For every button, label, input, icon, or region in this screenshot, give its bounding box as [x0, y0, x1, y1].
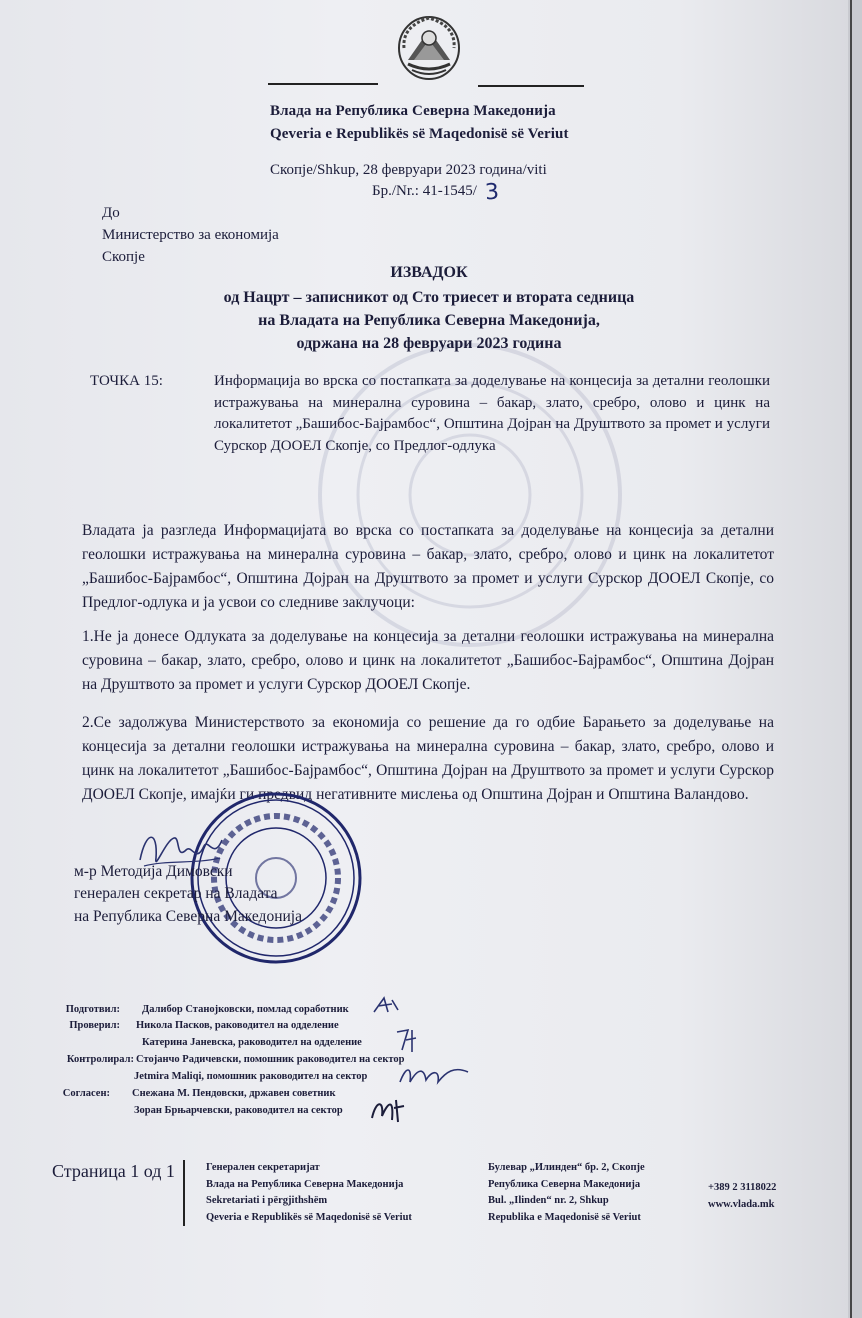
coat-of-arms-icon: [394, 12, 464, 82]
conclusion-2: 2.Се задолжува Министерството за економија со решение да го одбие Барањето за доделување на концесија за детални геолошки истражувања на минерална суровина – бакар, злато, сребро, олово и цинк на локалитетот „Башибос-Бајрамбос“, Општина Дојран на Друштвото за промет и услуги Сурскор ДООЕЛ Скопје, имајќи ги предвид негативните мислења од Општина Дојран и Општина Валандово.: [82, 714, 774, 803]
recipient-name: Министерство за економија: [102, 227, 279, 243]
header-rule-left: [268, 83, 378, 85]
controlled-label: Контролирал:: [66, 1054, 134, 1065]
footer-line: Генерален секретаријат: [206, 1162, 320, 1173]
document-subtitle-1: од Нацрт – записникот од Сто триесет и втората седница: [223, 289, 635, 306]
government-name-mk: Влада на Република Северна Македонија: [270, 103, 556, 119]
checked-by-2: Катерина Јаневска, раководител на одделение: [142, 1037, 362, 1048]
footer-website: www.vlada.mk: [708, 1198, 775, 1210]
initial-mark-1-icon: [372, 994, 402, 1016]
agreed-by-1: Снежана М. Пендовски, државен советник: [132, 1088, 336, 1099]
footer-line: Sekretariati i përgjithshëm: [206, 1195, 328, 1206]
footer-secretariat: [206, 1160, 412, 1226]
initial-mark-4-icon: [368, 1094, 408, 1124]
initial-mark-3-icon: [398, 1062, 470, 1088]
footer-line: Влада на Република Северна Македонија: [206, 1178, 404, 1190]
government-name-sq: Qeveria e Republikës së Maqedonisë së Veriut: [270, 126, 569, 142]
footer-line: Qeveria e Republikës së Maqedonisë së Veriut: [206, 1211, 412, 1223]
document-title: ИЗВАДОК: [390, 264, 468, 281]
document-subtitle-2: на Владата на Република Северна Македонија,: [258, 312, 600, 329]
agreed-by-2: Зоран Брњарчевски, раководител на сектор: [134, 1105, 343, 1116]
footer-line: Bul. „Ilinden“ nr. 2, Shkup: [488, 1195, 609, 1206]
checked-label: Проверил:: [69, 1020, 120, 1031]
footer-line: Булевар „Илинден“ бр. 2, Скопје: [488, 1162, 645, 1173]
body-intro: Владата ја разгледа Информацијата во врска со постапката за доделување на концесија за детални геолошки истражувања на минерална суровина – бакар, злато, сребро, олово и цинк на локалитетот „Башибос-Бајрамбос“, Општина Дојран на Друштвото за промет и услуги Сурскор ДООЕЛ Скопје, со Предлог-одлука и ја усвои со следниве заклучоци:: [82, 522, 774, 611]
controlled-by-1: Стојанчо Радичевски, помошник раководител на сектор: [136, 1054, 405, 1065]
prepared-by: Далибор Станојковски, помлад соработник: [142, 1004, 349, 1015]
footer-contact: [708, 1180, 776, 1213]
agenda-item-text: Информација во врска со постапката за доделување на концесија за детални геолошки истражувања на минерална суровина – бакар, злато, сребро, олово и цинк на локалитетот „Башибос-Бајрамбос“, Општина Дојран на Друштвото за промет и услуги Сурскор ДООЕЛ Скопје, со Предлог-одлука: [214, 373, 770, 454]
reference-number: Бр./Nr.: 41-1545/: [372, 183, 477, 199]
page-number: Страница 1 од 1: [52, 1161, 175, 1181]
document-date: Скопје/Shkup, 28 февруари 2023 година/viti: [270, 162, 547, 178]
footer-divider: [183, 1160, 185, 1226]
controlled-by-2: Jetmira Maliqi, помошник раководител на сектор: [134, 1071, 368, 1082]
recipient-city: Скопје: [102, 249, 145, 265]
checked-by-1: Никола Пасков, раководител на одделение: [136, 1020, 339, 1031]
header-rule-right: [478, 85, 584, 87]
initial-mark-2-icon: [394, 1026, 420, 1054]
footer-line: Republika e Maqedonisë së Veriut: [488, 1211, 641, 1223]
document-subtitle-3: одржана на 28 февруари 2023 година: [296, 335, 562, 352]
prepared-label: Подготвил:: [65, 1004, 120, 1015]
footer-line: Република Северна Македонија: [488, 1178, 641, 1190]
footer-address: [488, 1160, 645, 1226]
agenda-item-label: ТОЧКА 15:: [90, 373, 163, 389]
signatory-name: м-р Методија Димовски: [74, 863, 233, 880]
page-edge-line: [850, 0, 852, 1318]
conclusion-1: 1.Не ја донесе Одлуката за доделување на концесија за детални геолошки истражувања на минерална суровина – бакар, злато, сребро, олово и цинк на локалитетот „Башибос-Бајрамбос“, Општина Дојран на Друштвото за промет и услуги Сурскор ДООЕЛ Скопје.: [82, 628, 774, 693]
signatory-position: генерален секретар на Владата: [74, 885, 278, 902]
agreed-label: Согласен:: [62, 1088, 110, 1099]
reference-handwritten: 3: [484, 179, 500, 206]
footer-phone: +389 2 3118022: [708, 1182, 777, 1193]
recipient-to: До: [102, 205, 120, 221]
signatory-institution: на Република Северна Македонија: [74, 908, 302, 925]
